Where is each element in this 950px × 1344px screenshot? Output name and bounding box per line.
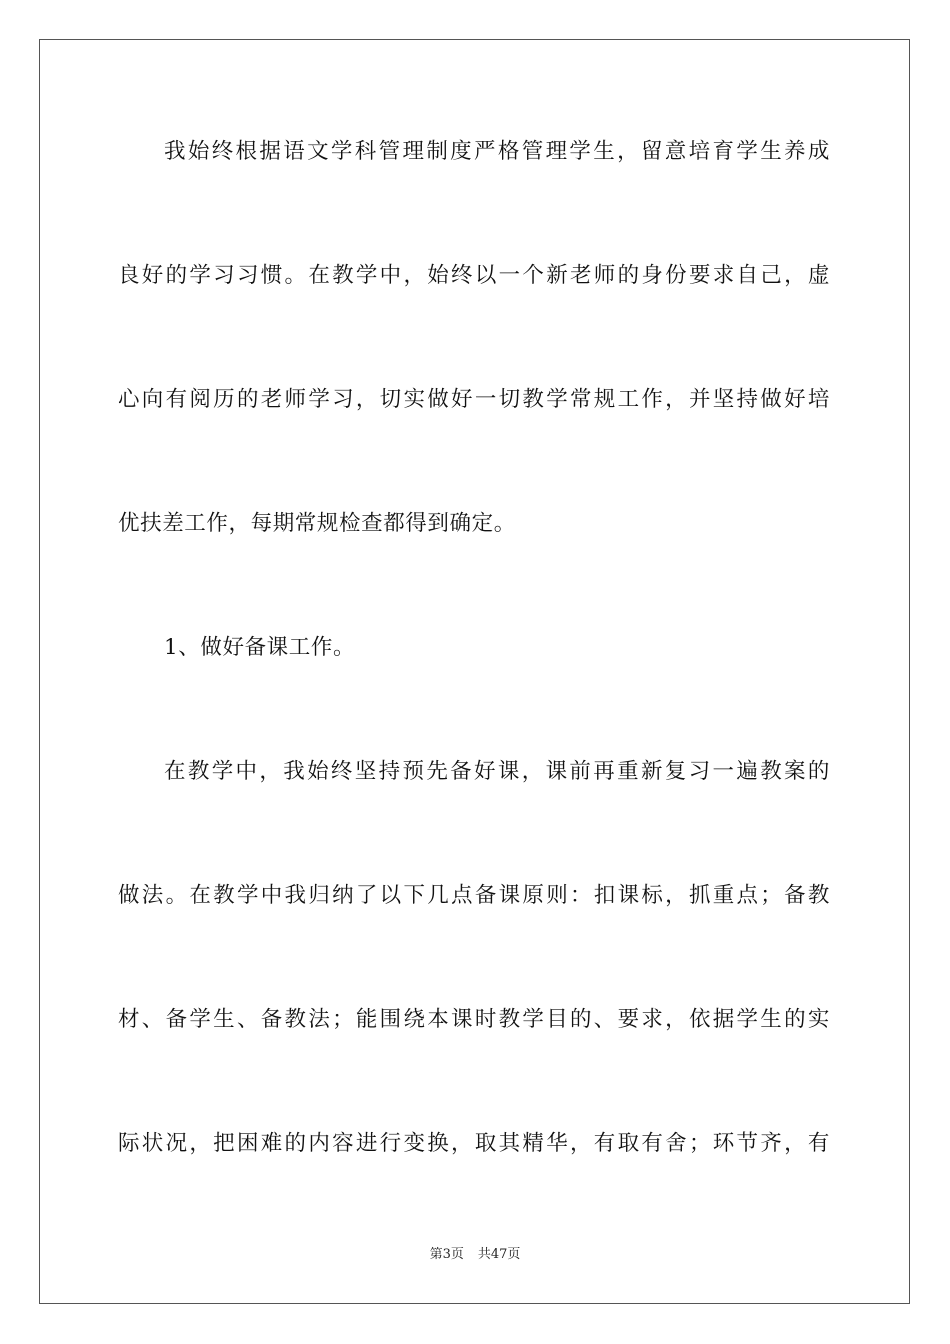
paragraph-line: 优扶差工作，每期常规检查都得到确定。	[118, 511, 516, 536]
paragraph-line: 材、备学生、备教法；能围绕本课时教学目的、要求，依据学生的实	[118, 1007, 830, 1032]
page-total: 共47页	[477, 1247, 521, 1262]
page-frame	[39, 39, 910, 1304]
section-heading: 1、做好备课工作。	[164, 635, 356, 660]
page-number: 第3页	[429, 1247, 464, 1262]
paragraph-line: 我始终根据语文学科管理制度严格管理学生，留意培育学生养成	[164, 139, 830, 164]
paragraph-line: 良好的学习习惯。在教学中，始终以一个新老师的身份要求自己，虚	[118, 263, 830, 288]
paragraph-line: 在教学中，我始终坚持预先备好课，课前再重新复习一遍教案的	[164, 759, 830, 784]
paragraph-line: 际状况，把困难的内容进行变换，取其精华，有取有舍；环节齐，有	[118, 1131, 830, 1156]
paragraph-line: 做法。在教学中我归纳了以下几点备课原则：扣课标，抓重点；备教	[118, 883, 830, 908]
paragraph-line: 心向有阅历的老师学习，切实做好一切教学常规工作，并坚持做好培	[118, 387, 830, 412]
page-footer	[0, 1245, 950, 1265]
